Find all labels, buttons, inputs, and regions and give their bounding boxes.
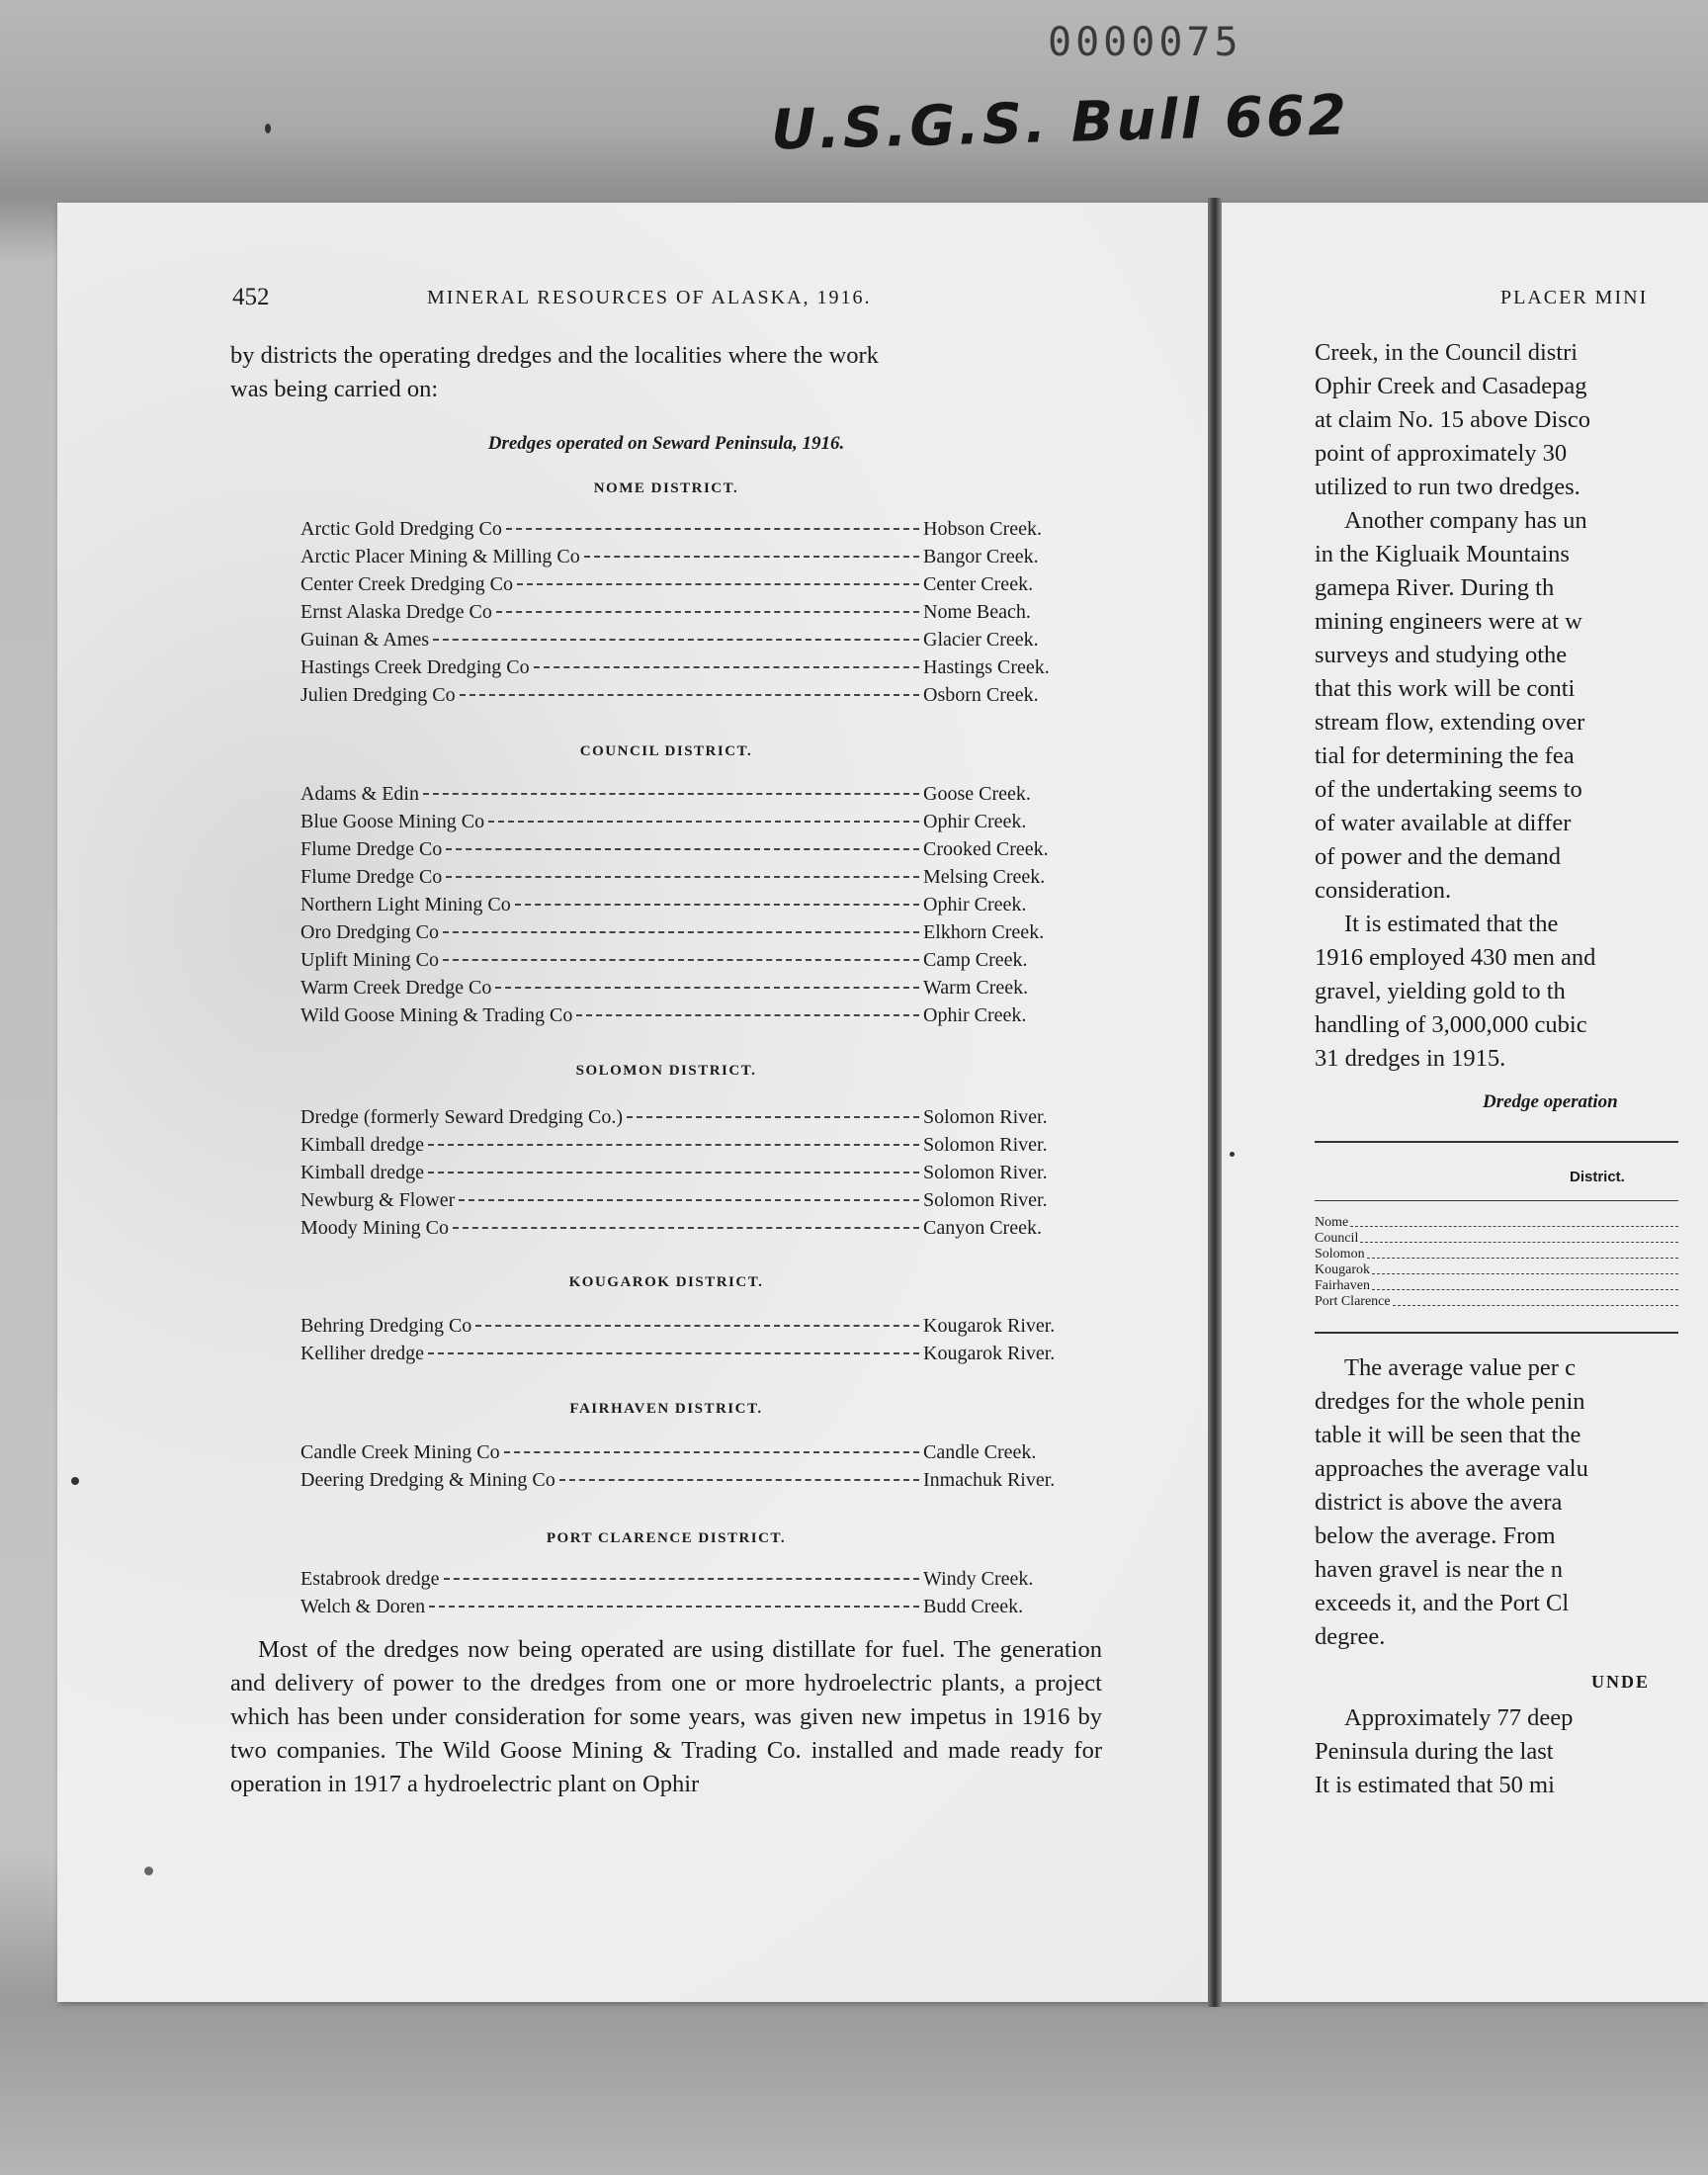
intro-paragraph [230, 339, 1102, 406]
dot-leader [428, 1144, 919, 1146]
right-table-row [1315, 1294, 1678, 1310]
dot-leader [453, 1227, 919, 1229]
district-heading: FAIRHAVEN DISTRICT. [569, 1401, 763, 1417]
dredge-location: Kougarok River. [923, 1343, 1056, 1364]
dot-leader [446, 848, 919, 850]
dot-leader [1367, 1243, 1678, 1259]
right-text-line: point of approximately 30 [1315, 440, 1568, 467]
district-name: Nome [1315, 1215, 1349, 1230]
right-text-top [1315, 336, 1678, 1076]
dot-leader [584, 556, 919, 558]
dredge-location: Glacier Creek. [923, 629, 1039, 651]
company-name: Blue Goose Mining Co [300, 811, 485, 832]
right-text-line: that this work will be conti [1315, 675, 1576, 702]
right-text-line: at claim No. 15 above Disco [1315, 406, 1590, 433]
right-running-head: PLACER MINI [1500, 287, 1649, 308]
right-text-line: Creek, in the Council distri [1315, 339, 1579, 366]
table-row [300, 1134, 1101, 1162]
dot-leader [517, 583, 919, 585]
dot-leader [506, 528, 919, 530]
company-name: Arctic Placer Mining & Milling Co [300, 546, 580, 567]
company-name: Welch & Doren [300, 1596, 426, 1617]
dot-leader [433, 639, 919, 641]
right-text-line: gamepa River. During th [1315, 574, 1555, 601]
dot-leader [627, 1116, 919, 1118]
right-text-line: exceeds it, and the Port Cl [1315, 1590, 1570, 1616]
company-name: Deering Dredging & Mining Co [300, 1469, 555, 1491]
right-text-line: of power and the demand [1315, 843, 1561, 870]
table-title: Dredges operated on Seward Peninsula, 1916. [487, 433, 845, 454]
dredge-location: Hastings Creek. [923, 656, 1050, 678]
dredge-location: Ophir Creek. [923, 894, 1027, 915]
dot-leader [504, 1451, 919, 1453]
intro-line: by districts the operating dredges and the localities where the work [230, 342, 879, 369]
dot-leader [1350, 1211, 1678, 1227]
dredge-location: Windy Creek. [923, 1568, 1034, 1590]
table-row [300, 1343, 1101, 1370]
right-text-line: table it will be seen that the [1315, 1422, 1581, 1448]
right-text-line: of water available at differ [1315, 810, 1572, 836]
table-row [300, 1106, 1101, 1134]
right-text-line: gravel, yielding gold to th [1315, 978, 1566, 1004]
right-text-line: Ophir Creek and Casadepag [1315, 373, 1587, 399]
company-name: Moody Mining Co [300, 1217, 450, 1239]
dot-leader [443, 931, 919, 933]
dot-leader [1372, 1274, 1678, 1290]
dot-leader [428, 1352, 919, 1354]
right-text-line: Another company has un [1344, 507, 1587, 534]
dredge-location: Budd Creek. [923, 1596, 1024, 1617]
right-text-line: 31 dredges in 1915. [1315, 1045, 1506, 1072]
company-name: Flume Dredge Co [300, 866, 443, 888]
scan-speck [1230, 1152, 1235, 1157]
table-row [300, 838, 1101, 866]
district-name: Kougarok [1315, 1262, 1370, 1277]
district-rows-solomon [300, 1106, 1101, 1245]
dredge-location: Solomon River. [923, 1134, 1048, 1156]
company-name: Oro Dredging Co [300, 921, 439, 943]
right-table-caption: Dredge operation [1483, 1091, 1618, 1112]
company-name: Kelliher dredge [300, 1343, 424, 1364]
running-head: MINERAL RESOURCES OF ALASKA, 1916. [427, 287, 872, 308]
district-heading: COUNCIL DISTRICT. [579, 743, 753, 759]
right-text-line: surveys and studying othe [1315, 642, 1568, 668]
dot-leader [1372, 1259, 1678, 1274]
company-name: Flume Dredge Co [300, 838, 443, 860]
right-table-header [1315, 1141, 1678, 1192]
table-row [300, 811, 1101, 838]
district-rows-kougarok [300, 1315, 1101, 1370]
district-heading: PORT CLARENCE DISTRICT. [546, 1530, 787, 1546]
table-row [300, 1004, 1101, 1032]
right-text-middle [1315, 1351, 1678, 1654]
table-row [300, 629, 1101, 656]
dot-leader [444, 1578, 919, 1580]
right-table-body [1315, 1215, 1678, 1310]
dredge-location: Crooked Creek. [923, 838, 1049, 860]
table-row [300, 546, 1101, 573]
dredge-location: Hobson Creek. [923, 518, 1042, 540]
dredge-location: Elkhorn Creek. [923, 921, 1045, 943]
company-name: Ernst Alaska Dredge Co [300, 601, 492, 623]
dredge-location: Camp Creek. [923, 949, 1028, 971]
intro-line: was being carried on: [230, 376, 439, 402]
company-name: Adams & Edin [300, 783, 419, 805]
company-name: Uplift Mining Co [300, 949, 440, 971]
right-table-column-head: District. [1570, 1169, 1625, 1185]
dot-leader [559, 1479, 919, 1481]
company-name: Newburg & Flower [300, 1189, 456, 1211]
right-text-line: mining engineers were at w [1315, 608, 1582, 635]
dredge-location: Inmachuk River. [923, 1469, 1056, 1491]
right-text-line: degree. [1315, 1623, 1386, 1650]
dredge-location: Warm Creek. [923, 977, 1029, 999]
district-name: Solomon [1315, 1247, 1365, 1262]
dredge-location: Melsing Creek. [923, 866, 1046, 888]
dredge-location: Osborn Creek. [923, 684, 1039, 706]
dot-leader [576, 1014, 919, 1016]
scan-speck [144, 1867, 153, 1875]
district-name: Port Clarence [1315, 1294, 1391, 1309]
right-text-bottom [1315, 1701, 1678, 1802]
right-text-line: district is above the avera [1315, 1489, 1563, 1516]
dot-leader [459, 1199, 919, 1201]
company-name: Dredge (formerly Seward Dredging Co.) [300, 1106, 624, 1128]
dot-leader [534, 666, 919, 668]
company-name: Wild Goose Mining & Trading Co [300, 1004, 573, 1026]
district-heading: KOUGAROK DISTRICT. [568, 1274, 764, 1290]
table-row [300, 866, 1101, 894]
company-name: Center Creek Dredging Co [300, 573, 513, 595]
company-name: Kimball dredge [300, 1162, 424, 1183]
page-number: 452 [232, 284, 270, 310]
table-row [300, 518, 1101, 546]
dredge-location: Bangor Creek. [923, 546, 1039, 567]
dredge-location: Ophir Creek. [923, 1004, 1027, 1026]
district-rows-fairhaven [300, 1441, 1101, 1497]
right-text-line: It is estimated that 50 mi [1315, 1772, 1555, 1798]
right-table-rule [1315, 1200, 1678, 1201]
right-text-line: approaches the average valu [1315, 1455, 1588, 1482]
table-row [300, 1596, 1101, 1623]
dot-leader [515, 904, 919, 906]
right-text-line: The average value per c [1344, 1354, 1576, 1381]
right-page-text [1315, 336, 1678, 1888]
dredge-location: Solomon River. [923, 1189, 1048, 1211]
district-name: Council [1315, 1231, 1359, 1246]
company-name: Hastings Creek Dredging Co [300, 656, 530, 678]
right-table-bottom-rule [1315, 1332, 1678, 1334]
table-row [300, 1441, 1101, 1469]
table-row [300, 684, 1101, 712]
dot-leader [429, 1606, 919, 1608]
dot-leader [475, 1325, 919, 1327]
archive-stamp-number: 0000075 [1048, 20, 1242, 65]
right-text-line: in the Kigluaik Mountains [1315, 541, 1570, 567]
right-text-line: Peninsula during the last [1315, 1738, 1554, 1765]
right-text-line: It is estimated that the [1344, 911, 1559, 937]
dredge-location: Goose Creek. [923, 783, 1031, 805]
right-text-line: tial for determining the fea [1315, 742, 1575, 769]
dot-leader [446, 876, 919, 878]
company-name: Warm Creek Dredge Co [300, 977, 492, 999]
right-text-line: 1916 employed 430 men and [1315, 944, 1596, 971]
dredge-location: Center Creek. [923, 573, 1034, 595]
table-row [300, 601, 1101, 629]
company-name: Estabrook dredge [300, 1568, 440, 1590]
dot-leader [488, 821, 919, 823]
district-heading: SOLOMON DISTRICT. [575, 1063, 757, 1079]
district-rows-port-clarence [300, 1568, 1101, 1623]
company-name: Arctic Gold Dredging Co [300, 518, 502, 540]
dredge-location: Solomon River. [923, 1106, 1048, 1128]
company-name: Kimball dredge [300, 1134, 424, 1156]
table-row [300, 921, 1101, 949]
right-text-line: consideration. [1315, 877, 1452, 904]
district-heading: NOME DISTRICT. [593, 480, 739, 496]
dredge-location: Nome Beach. [923, 601, 1031, 623]
table-row [300, 977, 1101, 1004]
handwritten-bulletin-note: U.S.G.S. Bull 662 [770, 83, 1350, 163]
dot-leader [496, 611, 919, 613]
table-row [300, 1189, 1101, 1217]
right-text-line: of the undertaking seems to [1315, 776, 1582, 803]
scan-speck [265, 124, 271, 133]
right-text-line: below the average. From [1315, 1522, 1556, 1549]
table-row [300, 1162, 1101, 1189]
company-name: Julien Dredging Co [300, 684, 456, 706]
dot-leader [1360, 1227, 1678, 1243]
right-text-line: utilized to run two dredges. [1315, 474, 1580, 500]
dredge-location: Candle Creek. [923, 1441, 1037, 1463]
right-text-line: dredges for the whole penin [1315, 1388, 1585, 1415]
company-name: Guinan & Ames [300, 629, 429, 651]
dredge-location: Canyon Creek. [923, 1217, 1042, 1239]
district-rows-nome [300, 518, 1101, 712]
table-row [300, 1217, 1101, 1245]
table-row [300, 894, 1101, 921]
dot-leader [428, 1172, 919, 1174]
right-text-line: haven gravel is near the n [1315, 1556, 1564, 1583]
right-subheading: UNDE [1591, 1672, 1651, 1692]
table-row [300, 783, 1101, 811]
table-row [300, 1568, 1101, 1596]
company-name: Northern Light Mining Co [300, 894, 511, 915]
dot-leader [460, 694, 919, 696]
dot-leader [1393, 1290, 1678, 1306]
right-text-line: handling of 3,000,000 cubic [1315, 1011, 1587, 1038]
dot-leader [443, 959, 919, 961]
table-row [300, 1315, 1101, 1343]
dredge-location: Solomon River. [923, 1162, 1048, 1183]
table-row [300, 656, 1101, 684]
right-text-line: stream flow, extending over [1315, 709, 1585, 736]
district-name: Fairhaven [1315, 1278, 1370, 1293]
table-row [300, 949, 1101, 977]
scan-speck [71, 1477, 79, 1485]
table-row [300, 573, 1101, 601]
book-gutter [1208, 198, 1222, 2007]
company-name: Behring Dredging Co [300, 1315, 472, 1337]
closing-paragraph: Most of the dredges now being operated are using distillate for fuel. The generation and delivery of power to the dredges from one or more hydroelectric plants, a project which has been under consideration for some years, was given new impetus in 1916 by two companies. The Wild Goose Mining & Trading Co. installed and made ready for operation in 1917 a hydroelectric plant on Ophir [230, 1636, 1102, 1797]
dredge-location: Kougarok River. [923, 1315, 1056, 1337]
company-name: Candle Creek Mining Co [300, 1441, 500, 1463]
table-row [300, 1469, 1101, 1497]
dot-leader [495, 987, 919, 989]
district-rows-council [300, 783, 1101, 1032]
right-text-line: Approximately 77 deep [1344, 1704, 1574, 1731]
dredge-location: Ophir Creek. [923, 811, 1027, 832]
dot-leader [423, 793, 919, 795]
